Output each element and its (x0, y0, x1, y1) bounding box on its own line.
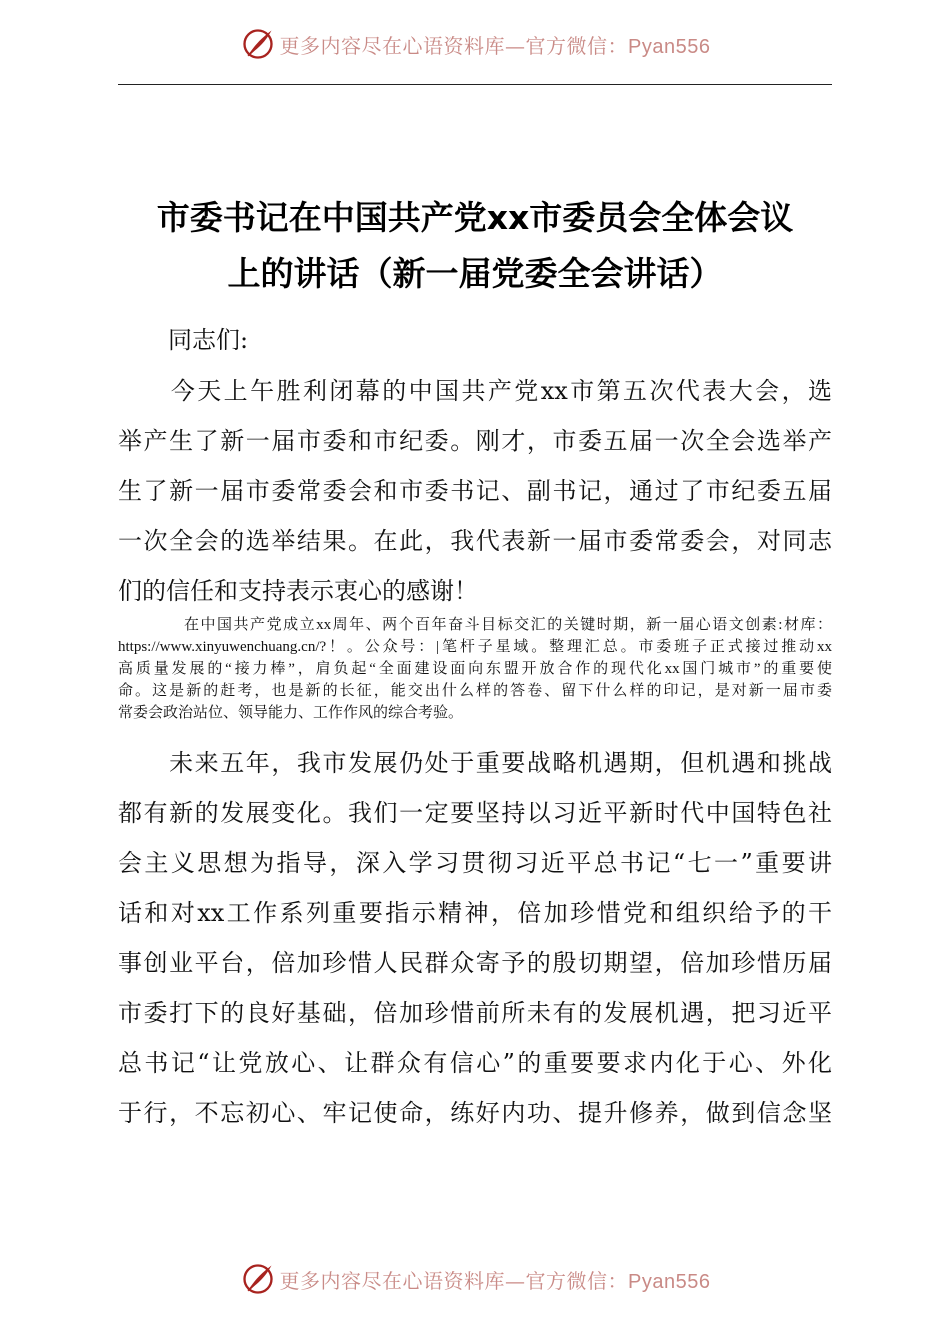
text-line: 命。这是新的赶考，也是新的长征，能交出什么样的答卷、留下什么样的印记，是对新一届市委 (118, 683, 832, 699)
text-line: 未来五年，我市发展仍处于重要战略机遇期，但机遇和挑战 (118, 749, 832, 777)
paragraph-2-small-print (118, 614, 832, 724)
text-line: 生了新一届市委常委会和市委书记、副书记，通过了市纪委五届 (118, 477, 832, 505)
footer-watermark-banner (0, 1257, 950, 1301)
text-line: 总书记“让党放心、让群众有信心”的重要要求内化于心、外化 (118, 1049, 832, 1077)
text-line: 举产生了新一届市委和市纪委。刚才，市委五届一次全会选举产 (118, 427, 832, 455)
text-line: 常委会政治站位、领导能力、工作作风的综合考验。 (118, 705, 464, 721)
text-line: 于行，不忘初心、牢记使命，练好内功、提升修养，做到信念坚 (118, 1099, 832, 1127)
paragraph-1 (118, 366, 832, 616)
text-line: 们的信任和支持表示衷心的感谢！ (118, 577, 478, 605)
text-line: 高质量发展的“接力棒”，肩负起“全面建设面向东盟开放合作的现代化xx国门城市”的重要使 (118, 661, 832, 677)
text-line: 事创业平台，倍加珍惜人民群众寄予的殷切期望，倍加珍惜历届 (118, 949, 832, 977)
header-banner-cn: 更多内容尽在心语资料库—官方微信： (279, 33, 629, 58)
text-line: 今天上午胜利闭幕的中国共产党xx市第五次代表大会，选 (118, 377, 832, 405)
text-line: 都有新的发展变化。我们一定要坚持以习近平新时代中国特色社 (118, 799, 832, 827)
footer-banner-wechat-id: Pyan556 (628, 1270, 711, 1293)
title-line: 上的讲话（新一届党委全会讲话） (227, 254, 723, 293)
quill-logo-icon (240, 1261, 276, 1297)
quill-logo-icon (240, 26, 276, 62)
title-line: 市委书记在中国共产党xx市委员会全体会议 (156, 198, 794, 237)
header-banner-wechat-id: Pyan556 (628, 35, 711, 58)
text-line: 市委打下的良好基础，倍加珍惜前所未有的发展机遇，把习近平 (118, 999, 832, 1027)
footer-banner-text (280, 1265, 711, 1294)
text-line: 一次全会的选举结果。在此，我代表新一届市委常委会，对同志 (118, 527, 832, 555)
text-line: 话和对xx工作系列重要指示精神，倍加珍惜党和组织给予的干 (118, 899, 832, 927)
header-banner-text (280, 30, 711, 59)
footer-banner-cn: 更多内容尽在心语资料库—官方微信： (279, 1268, 629, 1293)
text-line: 在中国共产党成立xx周年、两个百年奋斗目标交汇的关键时期，新一届心语文创素:材库： (118, 617, 832, 633)
header-watermark-banner (0, 22, 950, 66)
document-title (118, 190, 832, 302)
header-divider (118, 84, 832, 85)
text-line: https://www.xinyuwenchuang.cn/?！。公众号：|笔杆子星域。整理汇总。市委班子正式接过推动xx (118, 639, 832, 655)
paragraph-3 (118, 738, 832, 1138)
text-line: 会主义思想为指导，深入学习贯彻习近平总书记“七一”重要讲 (118, 849, 832, 877)
salutation: 同志们: (168, 326, 249, 354)
